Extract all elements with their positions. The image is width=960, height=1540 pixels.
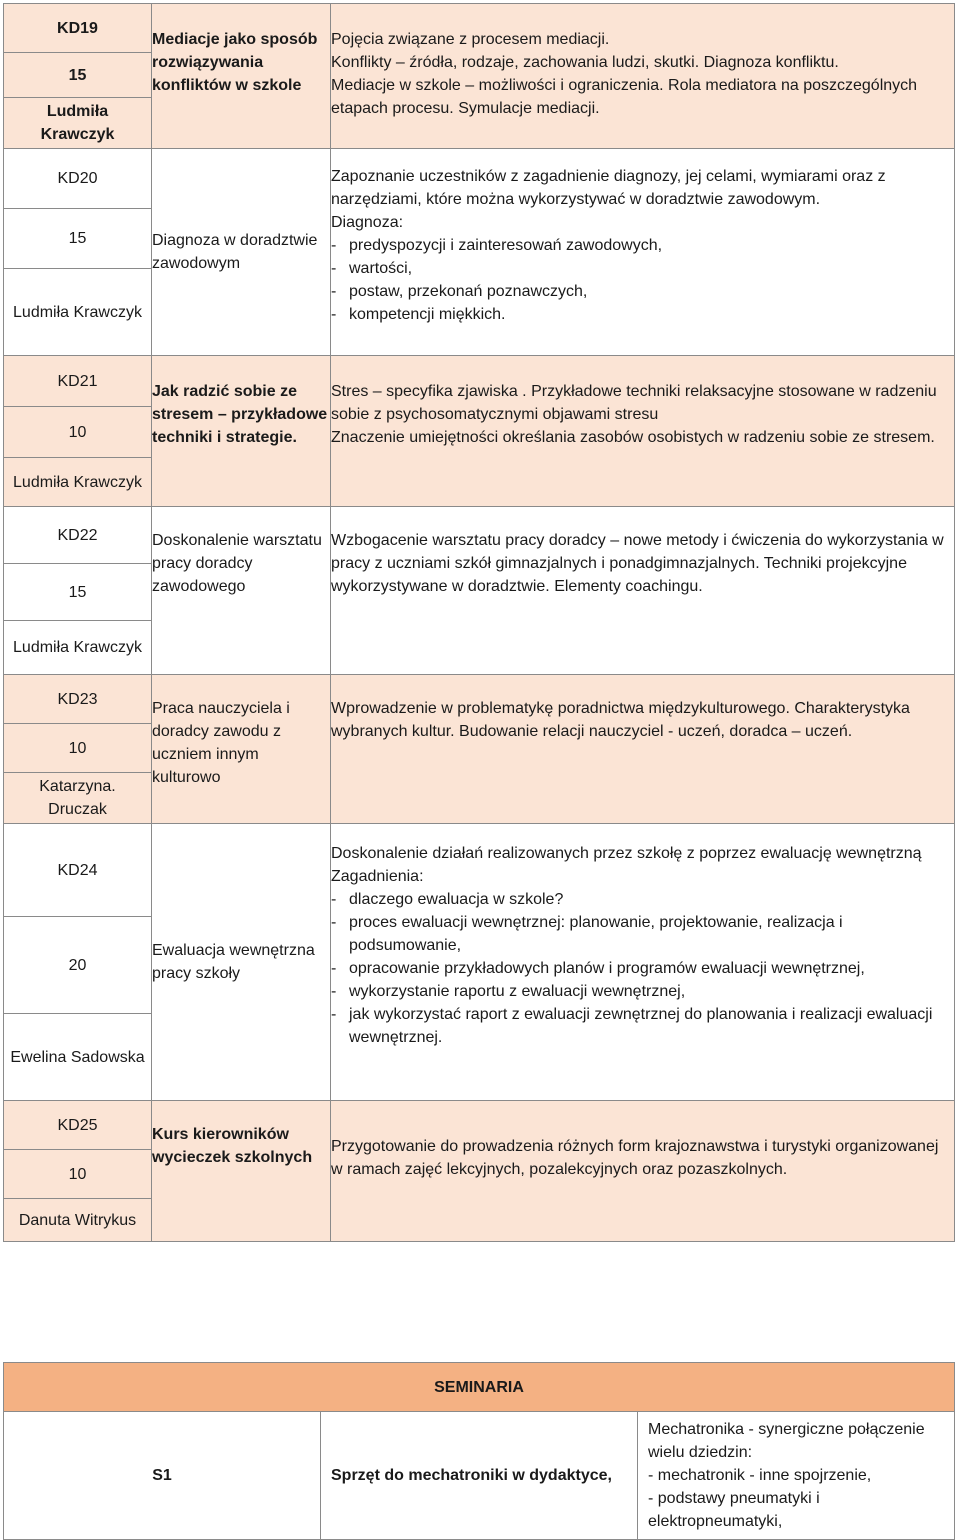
bullet-item: - opracowanie przykładowych planów i programów ewaluacji wewnętrznej, — [331, 957, 954, 980]
desc-line: Diagnoza: — [331, 214, 404, 231]
seminaria-table — [3, 1362, 955, 1540]
bullet-item: - kompetencji miękkich. — [331, 303, 954, 326]
course-description — [331, 1101, 955, 1242]
seminar-code: S1 — [4, 1412, 321, 1540]
course-hours: 15 — [4, 209, 151, 269]
table-row — [4, 356, 955, 507]
course-description — [331, 356, 955, 507]
course-topic: Mediacje jako sposób rozwiązywania konfliktów w szkole — [152, 4, 331, 149]
course-code: KD25 — [4, 1101, 151, 1150]
bullet-item: - postaw, przekonań poznawczych, — [331, 280, 954, 303]
table-row — [4, 149, 955, 356]
desc-line: Mechatronika - synergiczne połączenie wielu dziedzin: — [648, 1421, 925, 1461]
course-code: KD22 — [4, 507, 151, 564]
bullet-item: - jak wykorzystać raport z ewaluacji zewnętrznej do planowania i realizacji ewaluacji wewnętrznej. — [331, 1003, 954, 1049]
course-trainer: Ewelina Sadowska — [4, 1014, 151, 1101]
course-trainer: Ludmiła Krawczyk — [4, 458, 151, 507]
course-hours: 10 — [4, 724, 151, 773]
course-trainer: Katarzyna. Druczak — [4, 773, 151, 824]
desc-line: Zagadnienia: — [331, 868, 424, 885]
desc-line: Znaczenie umiejętności określania zasobów osobistych w radzeniu sobie ze stresem. — [331, 429, 935, 446]
course-description — [331, 824, 955, 1101]
table-row — [4, 507, 955, 675]
course-code: KD20 — [4, 149, 151, 209]
bullet-item: - predyspozycji i zainteresowań zawodowych, — [331, 234, 954, 257]
course-code: KD24 — [4, 824, 151, 917]
desc-line: - mechatronik - inne spojrzenie, — [648, 1467, 872, 1484]
desc-line: Pojęcia związane z procesem mediacji. — [331, 31, 610, 48]
course-topic: Doskonalenie warsztatu pracy doradcy zawodowego — [152, 507, 331, 675]
course-description — [331, 4, 955, 149]
course-hours: 10 — [4, 1150, 151, 1199]
course-topic: Ewaluacja wewnętrzna pracy szkoły — [152, 824, 331, 1101]
table-row — [4, 675, 955, 824]
course-trainer: Danuta Witrykus — [4, 1199, 151, 1242]
table-row — [4, 1101, 955, 1242]
table-row — [4, 824, 955, 1101]
course-topic: Diagnoza w doradztwie zawodowym — [152, 149, 331, 356]
desc-line: Konflikty – źródła, rodzaje, zachowania ludzi, skutki. Diagnoza konfliktu. — [331, 54, 839, 71]
bullet-item: - wartości, — [331, 257, 954, 280]
course-description — [331, 507, 955, 675]
course-topic: Praca nauczyciela i doradcy zawodu z uczniem innym kulturowo — [152, 675, 331, 824]
course-hours: 15 — [4, 564, 151, 621]
seminar-topic: Sprzęt do mechatroniki w dydaktyce, — [321, 1412, 638, 1540]
course-trainer: Ludmiła Krawczyk — [4, 269, 151, 356]
course-topic: Kurs kierowników wycieczek szkolnych — [152, 1101, 331, 1242]
seminaria-header: SEMINARIA — [4, 1363, 955, 1412]
desc-line: Wzbogacenie warsztatu pracy doradcy – nowe metody i ćwiczenia do wykorzystania w pracy z uczniami szkół gimnazjalnych i ponadgimnazjalnych. Techniki projekcyjne wykorzystywane w doradztwie. Elementy coachingu. — [331, 532, 944, 595]
desc-line: Wprowadzenie w problematykę poradnictwa międzykulturowego. Charakterystyka wybranych kultur. Budowanie relacji nauczyciel - uczeń, doradca – uczeń. — [331, 700, 910, 740]
course-hours: 15 — [4, 53, 151, 98]
course-trainer: Ludmiła Krawczyk — [4, 621, 151, 675]
course-description — [331, 149, 955, 356]
bullet-item: - wykorzystanie raportu z ewaluacji wewnętrznej, — [331, 980, 954, 1003]
course-trainer: Ludmiła Krawczyk — [4, 98, 151, 149]
desc-line: Przygotowanie do prowadzenia różnych form krajoznawstwa i turystyki organizowanej w ramach zajęć lekcyjnych, pozalekcyjnych oraz pozaszkolnych. — [331, 1138, 939, 1178]
desc-line: Stres – specyfika zjawiska . Przykładowe techniki relaksacyjne stosowane w radzeniu sobie z psychosomatycznymi objawami stresu — [331, 383, 937, 423]
bullet-item: - dlaczego ewaluacja w szkole? — [331, 888, 954, 911]
course-code: KD23 — [4, 675, 151, 724]
course-code: KD19 — [4, 4, 151, 53]
table-row — [4, 4, 955, 149]
course-topic: Jak radzić sobie ze stresem – przykładowe techniki i strategie. — [152, 356, 331, 507]
desc-line: Mediacje w szkole – możliwości i ograniczenia. Rola mediatora na poszczególnych etapach procesu. Symulacje mediacji. — [331, 77, 918, 117]
course-description — [331, 675, 955, 824]
seminar-description — [638, 1412, 955, 1540]
desc-line: Doskonalenie działań realizowanych przez szkołę z poprzez ewaluację wewnętrzną — [331, 845, 922, 862]
courses-table — [3, 3, 955, 1242]
desc-line: - podstawy pneumatyki i elektropneumatyki, — [648, 1490, 820, 1530]
course-hours: 20 — [4, 917, 151, 1014]
desc-line: Zapoznanie uczestników z zagadnienie diagnozy, jej celami, wymiarami oraz z narzędziami, które można wykorzystywać w doradztwie zawodowym. — [331, 168, 886, 208]
bullet-item: - proces ewaluacji wewnętrznej: planowanie, projektowanie, realizacja i podsumowanie, — [331, 911, 954, 957]
course-code: KD21 — [4, 356, 151, 407]
course-hours: 10 — [4, 407, 151, 458]
